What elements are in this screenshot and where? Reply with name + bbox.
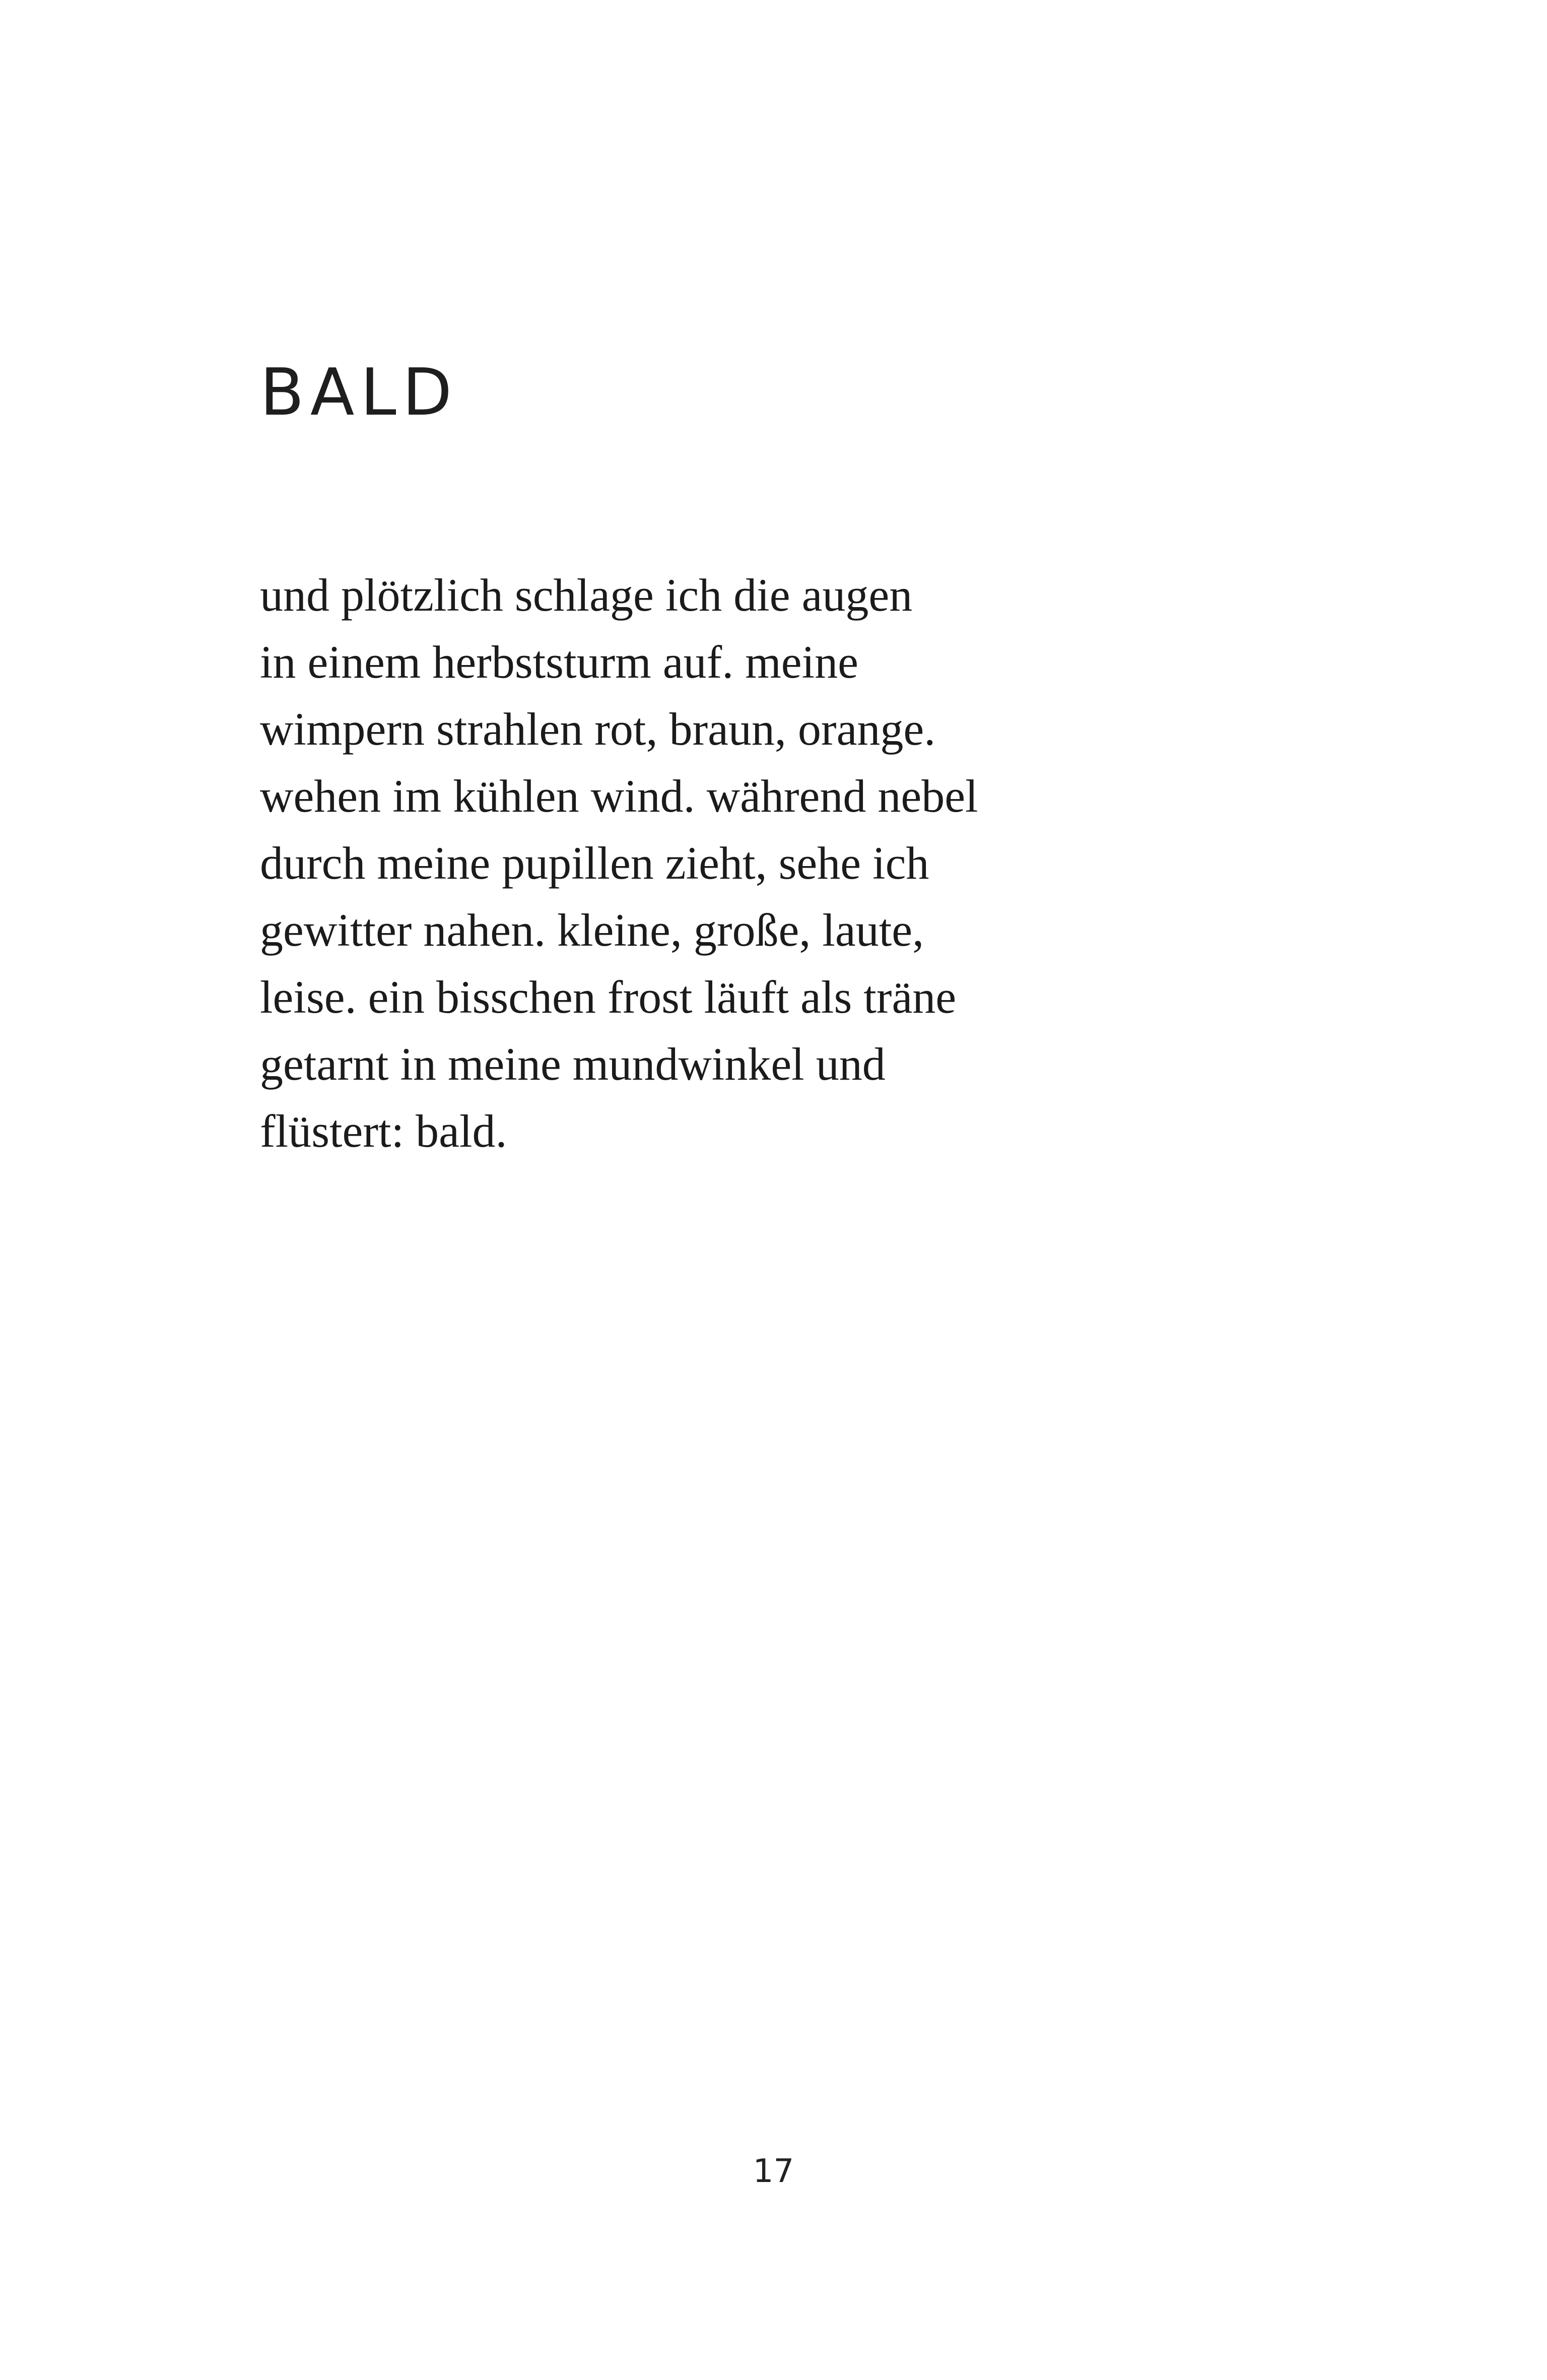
poem-line: wehen im kühlen wind. während nebel [260, 770, 978, 822]
poem-line: flüstert: bald. [260, 1105, 507, 1157]
poem-title: BALD [260, 355, 458, 430]
poem-line: wimpern strahlen rot, braun, orange. [260, 703, 936, 755]
page-number: 17 [753, 2153, 794, 2190]
poem-line: leise. ein bisschen frost läuft als träne [260, 971, 957, 1023]
poem-line: durch meine pupillen zieht, sehe ich [260, 837, 929, 889]
poem-line: gewitter nahen. kleine, große, laute, [260, 904, 924, 956]
poem-body [260, 562, 1066, 1165]
poem-line: und plötzlich schlage ich die augen [260, 569, 913, 621]
poem-line: getarnt in meine mundwinkel und [260, 1038, 886, 1090]
poem-line: in einem herbststurm auf. meine [260, 636, 859, 688]
